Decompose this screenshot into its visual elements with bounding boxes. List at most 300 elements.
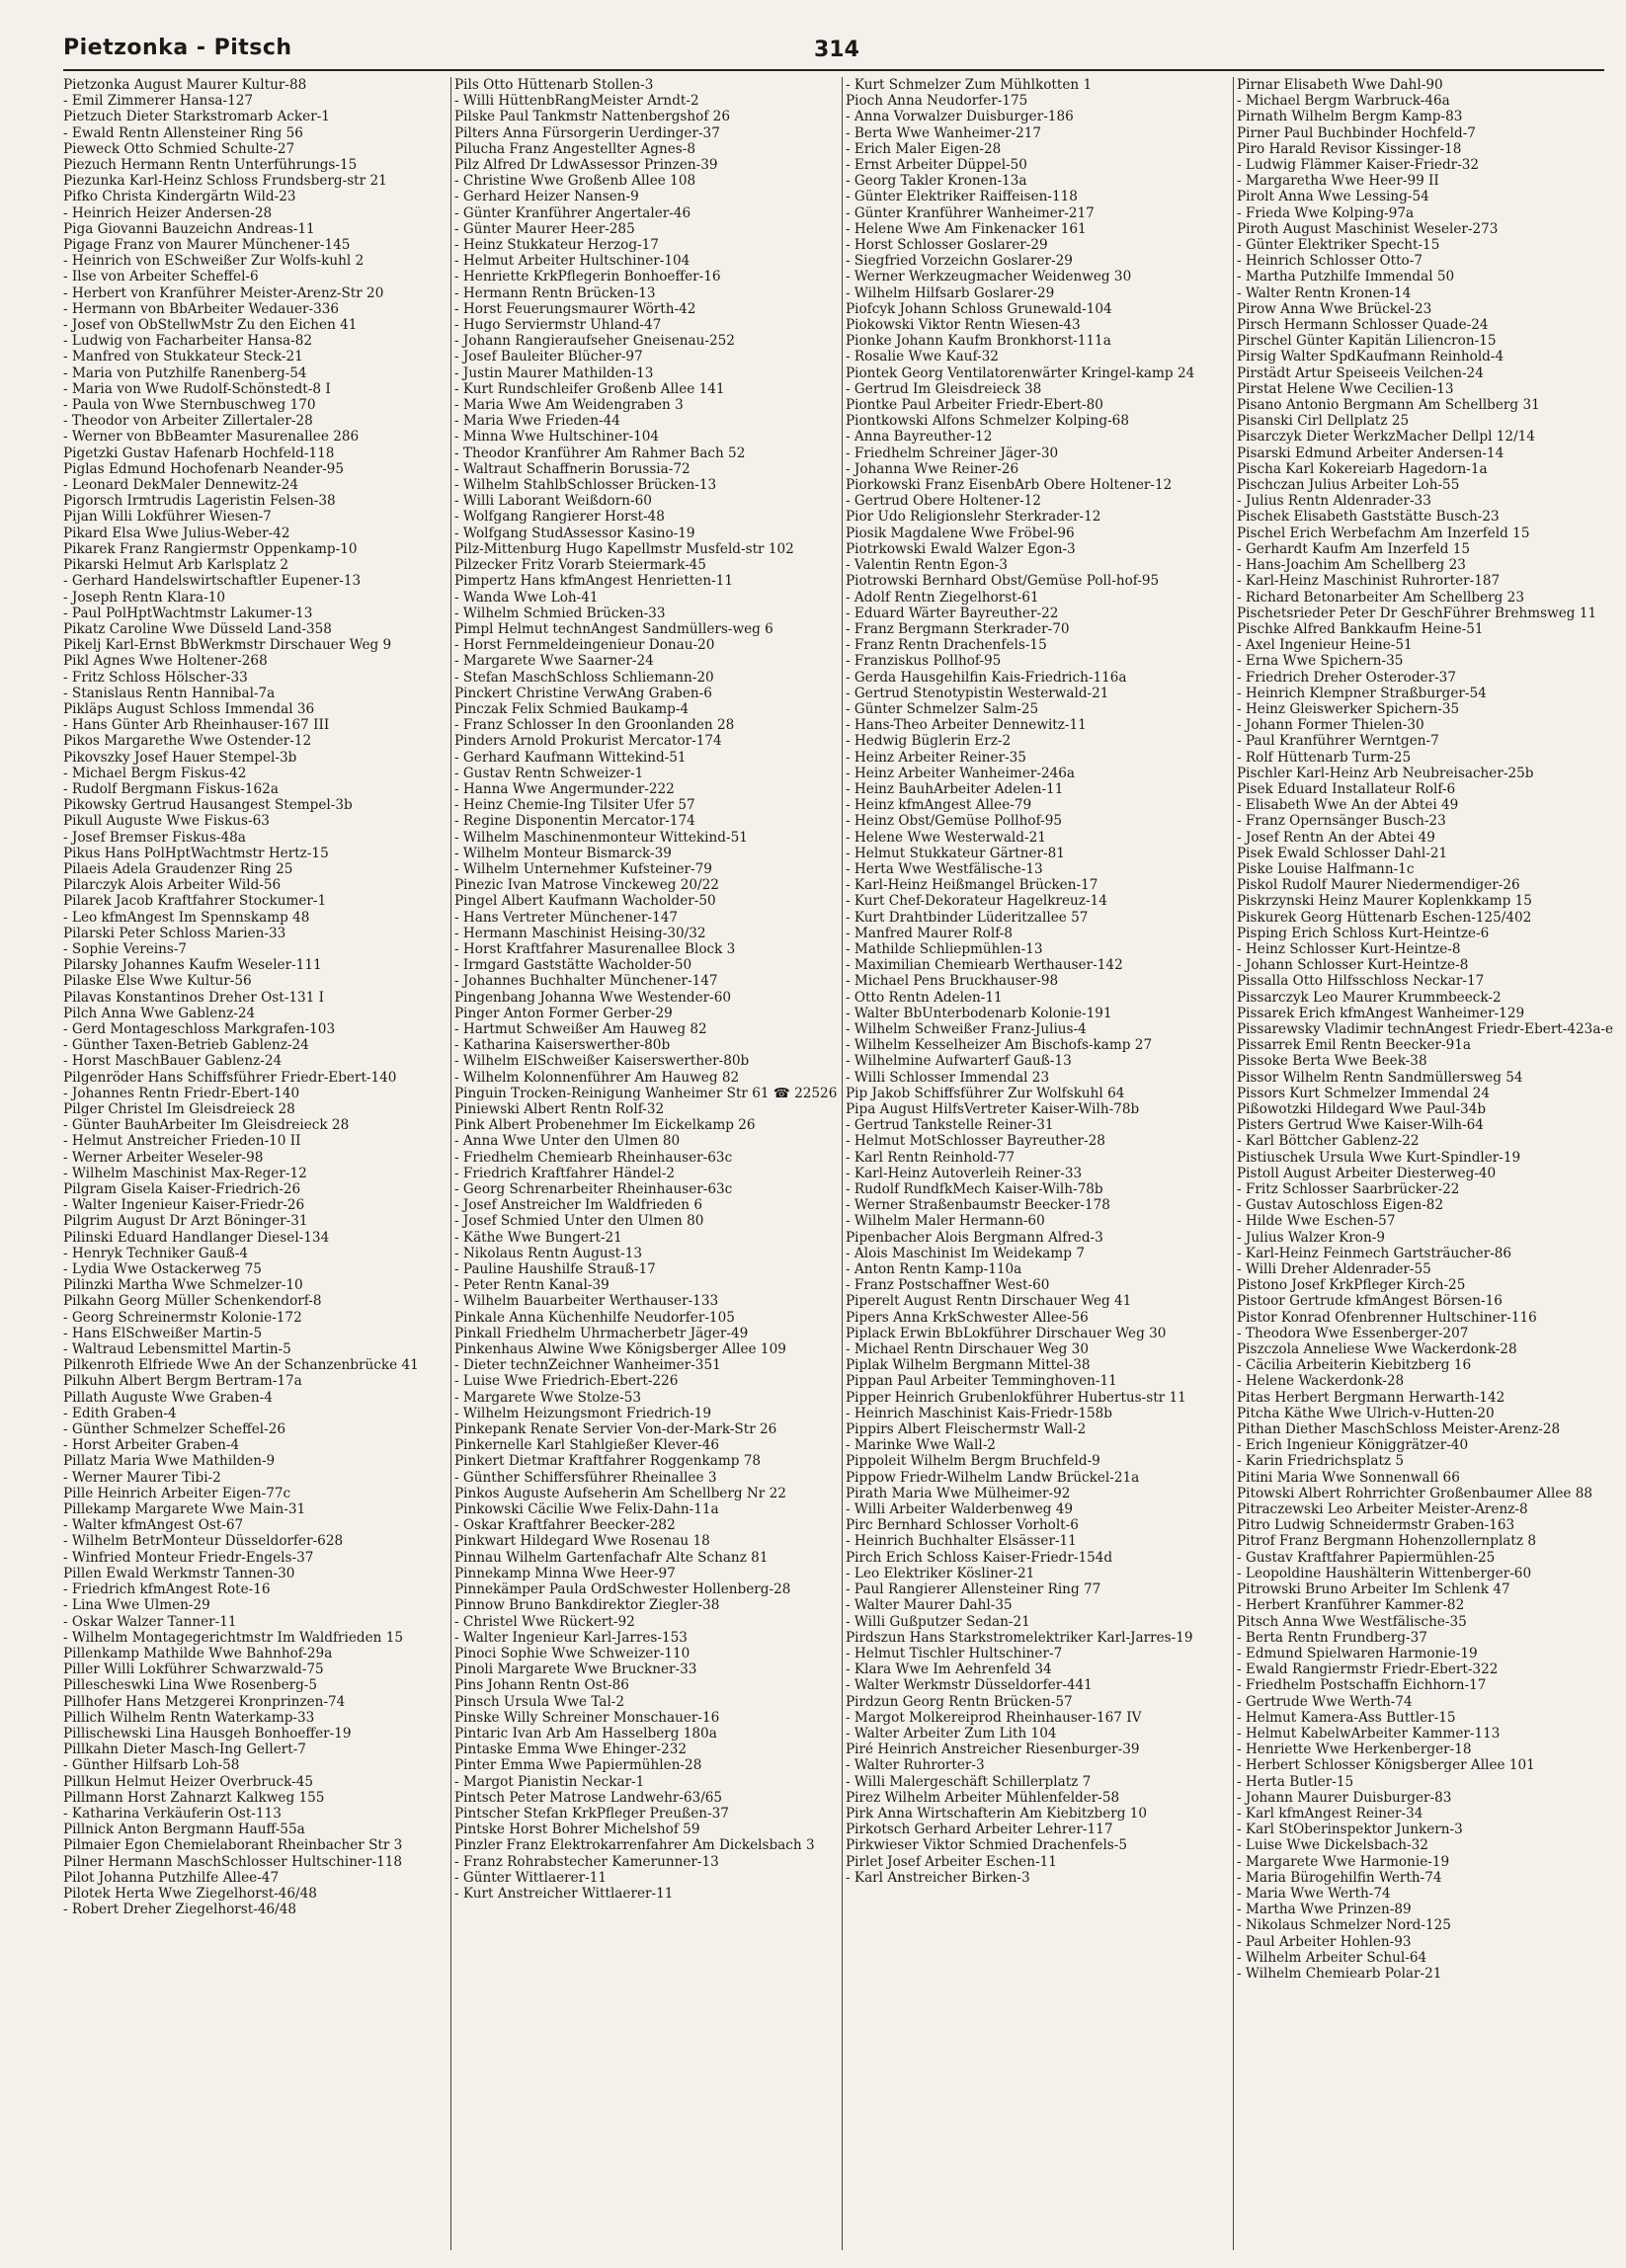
directory-entry: Pinkernelle Karl Stahlgießer Klever-46 bbox=[454, 1437, 719, 1454]
directory-entry: - Martha Putzhilfe Immendal 50 bbox=[1237, 269, 1455, 285]
directory-entry: - Wilhelm StahlbSchlosser Brücken-13 bbox=[454, 477, 717, 494]
directory-entry: - Friedhelm Schreiner Jäger-30 bbox=[846, 445, 1059, 461]
directory-entry: - Horst Fernmeldeingenieur Donau-20 bbox=[454, 637, 715, 654]
directory-entry: Piroth August Maschinist Weseler-273 bbox=[1237, 220, 1499, 237]
directory-entry: - Maximilian Chemiearb Werthauser-142 bbox=[846, 957, 1123, 974]
directory-entry: - Walter Ingenieur Kaiser-Friedr-26 bbox=[63, 1197, 305, 1214]
directory-entry: - Günther Schmelzer Scheffel-26 bbox=[63, 1421, 286, 1438]
directory-entry: Pijan Willi Lokführer Wiesen-7 bbox=[63, 509, 272, 526]
directory-entry: Pissarewsky Vladimir technAngest Friedr-Ebert-423a-e bbox=[1237, 1020, 1614, 1037]
directory-entry: Pikull Auguste Wwe Fiskus-63 bbox=[63, 813, 270, 830]
directory-entry: - Wilhelm BetrMonteur Düsseldorfer-628 bbox=[63, 1533, 344, 1550]
directory-entry: Pikowsky Gertrud Hausangest Stempel-3b bbox=[63, 797, 353, 814]
directory-entry: - Frieda Wwe Kolping-97a bbox=[1237, 204, 1415, 221]
directory-entry: - Hermann Rentn Brücken-13 bbox=[454, 284, 656, 301]
directory-entry: - Maria von Wwe Rudolf-Schönstedt-8 I bbox=[63, 380, 331, 397]
directory-entry: - Heinz Obst/Gemüse Pollhof-95 bbox=[846, 813, 1063, 830]
directory-entry: - Gerd Montageschloss Markgrafen-103 bbox=[63, 1020, 336, 1037]
directory-entry: Piotrkowski Ewald Walzer Egon-3 bbox=[846, 540, 1076, 557]
directory-entry: - Marinke Wwe Wall-2 bbox=[846, 1437, 996, 1454]
directory-entry: Piontkowski Alfons Schmelzer Kolping-68 bbox=[846, 413, 1129, 430]
column-2 bbox=[454, 77, 838, 2250]
directory-entry: Pils Otto Hüttenarb Stollen-3 bbox=[454, 77, 654, 93]
directory-entry: Pikläps August Schloss Immendal 36 bbox=[63, 700, 315, 717]
directory-entry: - Waltraud Lebensmittel Martin-5 bbox=[63, 1341, 291, 1358]
directory-entry: Pischczan Julius Arbeiter Loh-55 bbox=[1237, 477, 1460, 494]
directory-entry: Pisek Eduard Installateur Rolf-6 bbox=[1237, 780, 1456, 797]
directory-entry: - Kurt Drahtbinder Lüderitzallee 57 bbox=[846, 909, 1089, 926]
directory-entry: Pilaske Else Wwe Kultur-56 bbox=[63, 973, 252, 990]
directory-entry: - Kurt Anstreicher Wittlaerer-11 bbox=[454, 1885, 674, 1902]
directory-entry: - Stefan MaschSchloss Schliemann-20 bbox=[454, 669, 714, 686]
directory-entry: - Gertrud Im Gleisdreieck 38 bbox=[846, 380, 1042, 397]
directory-entry: - Hedwig Büglerin Erz-2 bbox=[846, 733, 1012, 750]
directory-entry: - Erna Wwe Spichern-35 bbox=[1237, 653, 1404, 670]
directory-entry: - Helene Wackerdonk-28 bbox=[1237, 1373, 1405, 1390]
directory-entry: - Winfried Monteur Friedr-Engels-37 bbox=[63, 1549, 314, 1566]
directory-entry: - Lydia Wwe Ostackerweg 75 bbox=[63, 1261, 262, 1278]
directory-entry: - Heinz BauhArbeiter Adelen-11 bbox=[846, 780, 1064, 797]
directory-entry: Pitowski Albert Rohrrichter Großenbaumer Allee 88 bbox=[1237, 1485, 1593, 1501]
directory-entry: Pikos Margarethe Wwe Ostender-12 bbox=[63, 733, 312, 750]
directory-entry: - Helmut Anstreicher Frieden-10 II bbox=[63, 1133, 301, 1150]
directory-entry: Piosik Magdalene Wwe Fröbel-96 bbox=[846, 525, 1075, 541]
directory-entry: - Irmgard Gaststätte Wacholder-50 bbox=[454, 957, 692, 974]
directory-entry: - Helmut Stukkateur Gärtner-81 bbox=[846, 845, 1065, 861]
directory-entry: - Wilhelm Bauarbeiter Werthauser-133 bbox=[454, 1293, 719, 1310]
directory-entry: - Paula von Wwe Sternbuschweg 170 bbox=[63, 397, 316, 414]
directory-entry: Pissors Kurt Schmelzer Immendal 24 bbox=[1237, 1085, 1491, 1101]
directory-entry: - Minna Wwe Hultschiner-104 bbox=[454, 429, 660, 446]
directory-entry: Pilger Christel Im Gleisdreieck 28 bbox=[63, 1101, 295, 1117]
directory-entry: - Helene Wwe Westerwald-21 bbox=[846, 829, 1046, 846]
directory-entry: Pitro Ludwig Schneidermstr Graben-163 bbox=[1237, 1517, 1515, 1534]
directory-entry: Pistoor Gertrude kfmAngest Börsen-16 bbox=[1237, 1293, 1503, 1310]
directory-entry: - Michael Bergm Warbruck-46a bbox=[1237, 93, 1450, 110]
directory-entry: - Werner Arbeiter Weseler-98 bbox=[63, 1149, 264, 1166]
directory-entry: Pissarek Erich kfmAngest Wanheimer-129 bbox=[1237, 1005, 1525, 1021]
directory-entry: Pißowotzki Hildegard Wwe Paul-34b bbox=[1237, 1101, 1487, 1117]
directory-entry: - Werner Straßenbaumstr Beecker-178 bbox=[846, 1197, 1110, 1214]
directory-entry: - Peter Rentn Kanal-39 bbox=[454, 1277, 610, 1294]
directory-entry: Pitrowski Bruno Arbeiter Im Schlenk 47 bbox=[1237, 1581, 1510, 1598]
directory-entry: - Karl-Heinz Autoverleih Reiner-33 bbox=[846, 1165, 1083, 1181]
directory-entry: - Willi Malergeschäft Schillerplatz 7 bbox=[846, 1773, 1092, 1790]
directory-entry: - Sophie Vereins-7 bbox=[63, 940, 188, 957]
directory-entry: - Richard Betonarbeiter Am Schellberg 23 bbox=[1237, 589, 1524, 606]
directory-entry: - Karl kfmAngest Reiner-34 bbox=[1237, 1805, 1423, 1822]
directory-entry: - Heinz kfmAngest Allee-79 bbox=[846, 797, 1032, 814]
directory-entry: - Horst Kraftfahrer Masurenallee Block 3 bbox=[454, 940, 736, 957]
directory-entry: - Georg Schreinermstr Kolonie-172 bbox=[63, 1309, 302, 1326]
directory-entry: Pinkowski Cäcilie Wwe Felix-Dahn-11a bbox=[454, 1501, 719, 1518]
directory-entry: - Leo kfmAngest Im Spennskamp 48 bbox=[63, 909, 310, 926]
directory-entry: Pinnau Wilhelm Gartenfachafr Alte Schanz 81 bbox=[454, 1549, 769, 1566]
directory-entry: Pilmaier Egon Chemielaborant Rheinbacher Str 3 bbox=[63, 1837, 403, 1854]
directory-entry: - Wilhelmine Aufwarterf Gauß-13 bbox=[846, 1053, 1072, 1070]
directory-entry: - Christel Wwe Rückert-92 bbox=[454, 1613, 635, 1630]
directory-entry: - Günter Kranführer Angertaler-46 bbox=[454, 204, 691, 221]
directory-entry: Pilkenroth Elfriede Wwe An der Schanzenbrücke 41 bbox=[63, 1357, 419, 1374]
directory-entry: Piglas Edmund Hochofenarb Neander-95 bbox=[63, 460, 344, 477]
directory-entry: - Karl StOberinspektor Junkern-3 bbox=[1237, 1822, 1463, 1838]
directory-entry: - Horst Arbeiter Graben-4 bbox=[63, 1437, 240, 1454]
directory-entry: Pillatz Maria Wwe Mathilden-9 bbox=[63, 1453, 276, 1470]
directory-entry: - Franz Opernsänger Busch-23 bbox=[1237, 813, 1446, 830]
directory-entry: - Maria von Putzhilfe Ranenberg-54 bbox=[63, 364, 307, 381]
directory-entry: Pillhofer Hans Metzgerei Kronprinzen-74 bbox=[63, 1693, 346, 1710]
directory-entry: - Gerda Hausgehilfin Kais-Friedrich-116a bbox=[846, 669, 1127, 686]
directory-entry: Pikelj Karl-Ernst BbWerkmstr Dirschauer Weg 9 bbox=[63, 637, 392, 654]
directory-entry: Pinter Emma Wwe Papiermühlen-28 bbox=[454, 1757, 702, 1774]
directory-entry: - Ewald Rentn Allensteiner Ring 56 bbox=[63, 124, 303, 141]
directory-entry: Pirch Erich Schloss Kaiser-Friedr-154d bbox=[846, 1549, 1113, 1566]
directory-entry: - Manfred von Stukkateur Steck-21 bbox=[63, 349, 303, 365]
directory-entry: Pilaeis Adela Graudenzer Ring 25 bbox=[63, 860, 293, 877]
directory-entry: Pissoke Berta Wwe Beek-38 bbox=[1237, 1053, 1427, 1070]
directory-entry: Pikatz Caroline Wwe Düsseld Land-358 bbox=[63, 620, 332, 637]
directory-entry: Pigetzki Gustav Hafenarb Hochfeld-118 bbox=[63, 445, 335, 461]
directory-entry: - Erich Ingenieur Königgrätzer-40 bbox=[1237, 1437, 1469, 1454]
directory-entry: - Cäcilia Arbeiterin Kiebitzberg 16 bbox=[1237, 1357, 1472, 1374]
directory-entry: - Karin Friedrichsplatz 5 bbox=[1237, 1453, 1405, 1470]
directory-entry: Pippirs Albert Fleischermstr Wall-2 bbox=[846, 1421, 1087, 1438]
directory-entry: - Leo Elektriker Kösliner-21 bbox=[846, 1565, 1035, 1581]
directory-entry: - Karl-Heinz Heißmangel Brücken-17 bbox=[846, 877, 1098, 894]
directory-entry: Pippan Paul Arbeiter Temminghoven-11 bbox=[846, 1373, 1117, 1390]
directory-entry: - Waltraut Schaffnerin Borussia-72 bbox=[454, 460, 691, 477]
directory-entry: Pisters Gertrud Wwe Kaiser-Wilh-64 bbox=[1237, 1117, 1484, 1134]
directory-entry: - Valentin Rentn Egon-3 bbox=[846, 557, 1009, 574]
directory-entry: - Gustav Kraftfahrer Papiermühlen-25 bbox=[1237, 1549, 1496, 1566]
directory-entry: Pisanski Cirl Dellplatz 25 bbox=[1237, 413, 1410, 430]
directory-entry: - Wolfgang Rangierer Horst-48 bbox=[454, 509, 665, 526]
directory-entry: Pischler Karl-Heinz Arb Neubreisacher-25b bbox=[1237, 765, 1534, 781]
directory-entry: Pillath Auguste Wwe Graben-4 bbox=[63, 1389, 273, 1406]
directory-entry: - Wolfgang StudAssessor Kasino-19 bbox=[454, 525, 695, 541]
directory-entry: - Henryk Techniker Gauß-4 bbox=[63, 1245, 248, 1261]
directory-entry: Piskrzynski Heinz Maurer Koplenkkamp 15 bbox=[1237, 893, 1532, 910]
directory-entry: Pilot Johanna Putzhilfe Allee-47 bbox=[63, 1869, 280, 1886]
directory-entry: Pinkale Anna Küchenhilfe Neudorfer-105 bbox=[454, 1309, 735, 1326]
directory-entry: Pintscher Stefan KrkPfleger Preußen-37 bbox=[454, 1805, 729, 1822]
directory-entry: - Christine Wwe Großenb Allee 108 bbox=[454, 173, 696, 190]
directory-entry: Pigorsch Irmtrudis Lageristin Felsen-38 bbox=[63, 493, 336, 510]
directory-entry: - Rosalie Wwe Kauf-32 bbox=[846, 349, 999, 365]
directory-entry: - Hilde Wwe Eschen-57 bbox=[1237, 1213, 1396, 1230]
directory-entry: - Edith Graben-4 bbox=[63, 1405, 177, 1421]
directory-entry: - Margot Molkereiprod Rheinhauser-167 IV bbox=[846, 1709, 1142, 1726]
directory-entry: Pillich Wilhelm Rentn Waterkamp-33 bbox=[63, 1709, 315, 1726]
directory-entry: Pinders Arnold Prokurist Mercator-174 bbox=[454, 733, 722, 750]
directory-entry: Pinzler Franz Elektrokarrenfahrer Am Dickelsbach 3 bbox=[454, 1837, 815, 1854]
directory-entry: Pilarek Jacob Kraftfahrer Stockumer-1 bbox=[63, 893, 327, 910]
directory-entry: - Michael Bergm Fiskus-42 bbox=[63, 765, 247, 781]
directory-entry: - Rudolf Bergmann Fiskus-162a bbox=[63, 780, 279, 797]
directory-entry: - Wilhelm Monteur Bismarck-39 bbox=[454, 845, 672, 861]
directory-entry: - Franz Rentn Drachenfels-15 bbox=[846, 637, 1047, 654]
directory-entry: Pilarczyk Alois Arbeiter Wild-56 bbox=[63, 877, 282, 894]
directory-entry: Pillkun Helmut Heizer Overbruck-45 bbox=[63, 1773, 314, 1790]
directory-entry: Pingenbang Johanna Wwe Westender-60 bbox=[454, 989, 732, 1006]
directory-entry: Pilinzki Martha Wwe Schmelzer-10 bbox=[63, 1277, 303, 1294]
directory-entry: - Kurt Rundschleifer Großenb Allee 141 bbox=[454, 380, 725, 397]
directory-entry: - Klara Wwe Im Aehrenfeld 34 bbox=[846, 1661, 1052, 1678]
directory-entry: Pistor Konrad Ofenbrenner Hultschiner-116 bbox=[1237, 1309, 1537, 1326]
directory-entry: - Günter Schmelzer Salm-25 bbox=[846, 700, 1039, 717]
directory-entry: - Gerhardt Kaufm Am Inzerfeld 15 bbox=[1237, 540, 1471, 557]
directory-entry: Piplack Erwin BbLokführer Dirschauer Weg 30 bbox=[846, 1325, 1167, 1341]
directory-entry: - Walter Rentn Kronen-14 bbox=[1237, 284, 1412, 301]
directory-entry: - Gertrud Tankstelle Reiner-31 bbox=[846, 1117, 1054, 1134]
directory-entry: Pischek Elisabeth Gaststätte Busch-23 bbox=[1237, 509, 1500, 526]
directory-entry: Pisek Ewald Schlosser Dahl-21 bbox=[1237, 845, 1448, 861]
directory-entry: - Josef Bauleiter Blücher-97 bbox=[454, 349, 643, 365]
directory-entry: - Julius Walzer Kron-9 bbox=[1237, 1229, 1385, 1246]
directory-entry: Pinkos Auguste Aufseherin Am Schellberg Nr 22 bbox=[454, 1485, 786, 1501]
directory-entry: - Werner von BbBeamter Masurenallee 286 bbox=[63, 429, 360, 446]
directory-entry: Piokowski Viktor Rentn Wiesen-43 bbox=[846, 317, 1081, 334]
directory-entry: Pinezic Ivan Matrose Vinckeweg 20/22 bbox=[454, 877, 719, 894]
directory-entry: Pilotek Herta Wwe Ziegelhorst-46/48 bbox=[63, 1885, 317, 1902]
directory-entry: - Maria Wwe Frieden-44 bbox=[454, 413, 620, 430]
directory-entry: - Leonard DekMaler Dennewitz-24 bbox=[63, 477, 298, 494]
directory-entry: - Wilhelm Chemiearb Polar-21 bbox=[1237, 1965, 1442, 1982]
directory-entry: Pilarsky Johannes Kaufm Weseler-111 bbox=[63, 957, 322, 974]
directory-entry: - Theodora Wwe Essenberger-207 bbox=[1237, 1325, 1469, 1341]
directory-entry: Pinczak Felix Schmied Baukamp-4 bbox=[454, 700, 690, 717]
directory-entry: - Johann Rangieraufseher Gneisenau-252 bbox=[454, 333, 735, 350]
directory-entry: Piga Giovanni Bauzeichn Andreas-11 bbox=[63, 220, 315, 237]
directory-entry: - Berta Rentn Frundberg-37 bbox=[1237, 1629, 1427, 1646]
directory-entry: - Karl Anstreicher Birken-3 bbox=[846, 1869, 1030, 1886]
directory-entry: Pitcha Käthe Wwe Ulrich-v-Hutten-20 bbox=[1237, 1405, 1495, 1421]
directory-entry: Pilucha Franz Angestellter Agnes-8 bbox=[454, 140, 696, 157]
directory-entry: - Heinrich Maschinist Kais-Friedr-158b bbox=[846, 1405, 1112, 1421]
directory-entry: Pillescheswki Lina Wwe Rosenberg-5 bbox=[63, 1677, 318, 1694]
directory-entry: Piro Harald Revisor Kissinger-18 bbox=[1237, 140, 1462, 157]
directory-entry: Pirnath Wilhelm Bergm Kamp-83 bbox=[1237, 109, 1463, 125]
directory-entry: - Günther Hilfsarb Loh-58 bbox=[63, 1757, 240, 1774]
directory-entry: - Gertrud Obere Holtener-12 bbox=[846, 493, 1041, 510]
directory-entry: Pissarczyk Leo Maurer Krummbeeck-2 bbox=[1237, 989, 1502, 1006]
directory-entry: - Johann Maurer Duisburger-83 bbox=[1237, 1789, 1452, 1806]
directory-entry: - Willi Arbeiter Walderbenweg 49 bbox=[846, 1501, 1074, 1518]
directory-entry: - Franz Bergmann Sterkrader-70 bbox=[846, 620, 1070, 637]
directory-entry: - Herbert von Kranführer Meister-Arenz-Str 20 bbox=[63, 284, 384, 301]
directory-entry: - Helmut Kamera-Ass Buttler-15 bbox=[1237, 1709, 1456, 1726]
page-header bbox=[63, 30, 1604, 71]
directory-entry: - Walter kfmAngest Ost-67 bbox=[63, 1517, 244, 1534]
directory-entry: Piplak Wilhelm Bergmann Mittel-38 bbox=[846, 1357, 1091, 1374]
directory-entry: Pinsch Ursula Wwe Tal-2 bbox=[454, 1693, 625, 1710]
directory-entry: - Oskar Kraftfahrer Beecker-282 bbox=[454, 1517, 676, 1534]
directory-entry: - Willi HüttenbRangMeister Arndt-2 bbox=[454, 93, 699, 110]
directory-entry: Pintske Horst Bohrer Michelshof 59 bbox=[454, 1822, 700, 1838]
directory-entry: - Manfred Maurer Rolf-8 bbox=[846, 925, 1013, 941]
directory-entry: Pirolt Anna Wwe Lessing-54 bbox=[1237, 189, 1429, 205]
directory-entry: - Fritz Schlosser Saarbrücker-22 bbox=[1237, 1181, 1460, 1198]
directory-entry: - Stanislaus Rentn Hannibal-7a bbox=[63, 685, 276, 701]
directory-entry: - Helene Wwe Am Finkenacker 161 bbox=[846, 220, 1087, 237]
directory-entry: Piontek Georg Ventilatorenwärter Kringel-kamp 24 bbox=[846, 364, 1195, 381]
directory-entry: Pilarski Peter Schloss Marien-33 bbox=[63, 925, 286, 941]
directory-entry: - Günter Elektriker Raiffeisen-118 bbox=[846, 189, 1078, 205]
directory-entry: Pissalla Otto Hilfsschloss Neckar-17 bbox=[1237, 973, 1485, 990]
directory-entry: - Fritz Schloss Hölscher-33 bbox=[63, 669, 248, 686]
directory-entry: - Heinrich Heizer Andersen-28 bbox=[63, 204, 273, 221]
directory-entry: Pitas Herbert Bergmann Herwarth-142 bbox=[1237, 1389, 1505, 1406]
directory-entry: Pikarski Helmut Arb Karlsplatz 2 bbox=[63, 557, 289, 574]
directory-entry: Piniewski Albert Rentn Rolf-32 bbox=[454, 1101, 665, 1117]
directory-entry: - Rudolf RundfkMech Kaiser-Wilh-78b bbox=[846, 1181, 1103, 1198]
directory-entry: Pinckert Christine VerwAng Graben-6 bbox=[454, 685, 712, 701]
directory-entry: Pistoll August Arbeiter Diesterweg-40 bbox=[1237, 1165, 1497, 1181]
directory-entry: - Walter Maurer Dahl-35 bbox=[846, 1597, 1013, 1614]
column-3 bbox=[846, 77, 1229, 2250]
directory-entry: Pilinski Eduard Handlanger Diesel-134 bbox=[63, 1229, 330, 1246]
directory-entry: Pinske Willy Schreiner Monschauer-16 bbox=[454, 1709, 720, 1726]
directory-entry: - Regine Disponentin Mercator-174 bbox=[454, 813, 695, 830]
column-divider bbox=[1233, 77, 1234, 2250]
directory-entry: - Georg Schrenarbeiter Rheinhauser-63c bbox=[454, 1181, 733, 1198]
directory-entry: Piezunka Karl-Heinz Schloss Frundsberg-str 21 bbox=[63, 173, 387, 190]
directory-entry: Pikus Hans PolHptWachtmstr Hertz-15 bbox=[63, 845, 329, 861]
directory-entry: - Anna Bayreuther-12 bbox=[846, 429, 993, 446]
directory-entry: - Theodor von Arbeiter Zillertaler-28 bbox=[63, 413, 313, 430]
directory-entry: Pirath Maria Wwe Mülheimer-92 bbox=[846, 1485, 1071, 1501]
directory-entry: - Heinrich von ESchweißer Zur Wolfs-kuhl 2 bbox=[63, 253, 365, 270]
directory-entry: Pillkahn Dieter Masch-Ing Gellert-7 bbox=[63, 1742, 306, 1758]
directory-entry: - Horst Schlosser Goslarer-29 bbox=[846, 237, 1048, 254]
directory-entry: - Josef von ObStellwMstr Zu den Eichen 41 bbox=[63, 317, 358, 334]
column-divider bbox=[450, 77, 451, 2250]
directory-entry: Pinnekamp Minna Wwe Heer-97 bbox=[454, 1565, 676, 1581]
directory-entry: - Gerhard Kaufmann Wittekind-51 bbox=[454, 749, 687, 766]
directory-entry: - Wilhelm Heizungsmont Friedrich-19 bbox=[454, 1405, 712, 1421]
directory-entry: Pinkall Friedhelm Uhrmacherbetr Jäger-49 bbox=[454, 1325, 749, 1341]
directory-entry: - Herbert Kranführer Kammer-82 bbox=[1237, 1597, 1465, 1614]
directory-entry: Pirc Bernhard Schlosser Vorholt-6 bbox=[846, 1517, 1079, 1534]
directory-entry: Pipenbacher Alois Bergmann Alfred-3 bbox=[846, 1229, 1103, 1246]
directory-entry: Pirlet Josef Arbeiter Eschen-11 bbox=[846, 1853, 1057, 1870]
directory-entry: - Anna Wwe Unter den Ulmen 80 bbox=[454, 1133, 681, 1150]
directory-entry: - Hanna Wwe Angermunder-222 bbox=[454, 780, 675, 797]
directory-entry: Pirnar Elisabeth Wwe Dahl-90 bbox=[1237, 77, 1443, 93]
directory-entry: Pirner Paul Buchbinder Hochfeld-7 bbox=[1237, 124, 1476, 141]
directory-entry: - Lina Wwe Ulmen-29 bbox=[63, 1597, 210, 1614]
directory-entry: Piontke Paul Arbeiter Friedr-Ebert-80 bbox=[846, 397, 1103, 414]
directory-entry: Pithan Diether MaschSchloss Meister-Arenz-28 bbox=[1237, 1421, 1561, 1438]
directory-entry: Pistono Josef KrkPfleger Kirch-25 bbox=[1237, 1277, 1466, 1294]
directory-entry: Pillmann Horst Zahnarzt Kalkweg 155 bbox=[63, 1789, 325, 1806]
directory-entry: - Josef Bremser Fiskus-48a bbox=[63, 829, 246, 846]
directory-entry: - Hugo Serviermstr Uhland-47 bbox=[454, 317, 662, 334]
directory-entry: Pischel Erich Werbefachm Am Inzerfeld 15 bbox=[1237, 525, 1530, 541]
directory-entry: - Wilhelm Montagegerichtmstr Im Waldfrieden 15 bbox=[63, 1629, 404, 1646]
directory-entry: - Anna Vorwalzer Duisburger-186 bbox=[846, 109, 1074, 125]
directory-entry: - Alois Maschinist Im Weidekamp 7 bbox=[846, 1245, 1085, 1261]
directory-entry: - Heinrich Klempner Straßburger-54 bbox=[1237, 685, 1487, 701]
directory-entry: - Wilhelm Kesselheizer Am Bischofs-kamp 27 bbox=[846, 1037, 1153, 1054]
directory-entry: - Hermann Maschinist Heising-30/32 bbox=[454, 925, 706, 941]
directory-entry: - Gertrud Stenotypistin Westerwald-21 bbox=[846, 685, 1109, 701]
directory-entry: Pimpl Helmut technAngest Sandmüllers-weg 6 bbox=[454, 620, 773, 637]
directory-entry: - Margarete Wwe Harmonie-19 bbox=[1237, 1853, 1450, 1870]
directory-entry: Pinnow Bruno Bankdirektor Ziegler-38 bbox=[454, 1597, 720, 1614]
directory-entry: - Helmut Arbeiter Hultschiner-104 bbox=[454, 253, 691, 270]
directory-entry: - Nikolaus Schmelzer Nord-125 bbox=[1237, 1917, 1451, 1934]
directory-entry: - Axel Ingenieur Heine-51 bbox=[1237, 637, 1413, 654]
directory-entry: - Heinz Arbeiter Reiner-35 bbox=[846, 749, 1026, 766]
directory-entry: - Wilhelm ElSchweißer Kaiserswerther-80b bbox=[454, 1053, 750, 1070]
directory-entry: Pirstat Helene Wwe Cecilien-13 bbox=[1237, 380, 1454, 397]
directory-entry: - Karl-Heinz Maschinist Ruhrorter-187 bbox=[1237, 573, 1501, 590]
directory-entry: - Wilhelm Arbeiter Schul-64 bbox=[1237, 1949, 1427, 1966]
directory-entry: - Karl-Heinz Feinmech Gartsträucher-86 bbox=[1237, 1245, 1512, 1261]
directory-entry: Pilzecker Fritz Vorarb Steiermark-45 bbox=[454, 557, 706, 574]
directory-entry: - Henriette Wwe Herkenberger-18 bbox=[1237, 1742, 1472, 1758]
directory-entry: Pifko Christa Kindergärtn Wild-23 bbox=[63, 189, 296, 205]
directory-entry: - Walter Ruhrorter-3 bbox=[846, 1757, 985, 1774]
directory-entry: Pipa August HilfsVertreter Kaiser-Wilh-78b bbox=[846, 1101, 1140, 1117]
directory-entry: - Ernst Arbeiter Düppel-50 bbox=[846, 157, 1027, 174]
directory-entry: - Justin Maurer Mathilden-13 bbox=[454, 364, 654, 381]
directory-entry: - Johann Schlosser Kurt-Heintze-8 bbox=[1237, 957, 1469, 974]
directory-entry: Pior Udo Religionslehr Sterkrader-12 bbox=[846, 509, 1101, 526]
directory-entry: Piotrowski Bernhard Obst/Gemüse Poll-hof-95 bbox=[846, 573, 1160, 590]
directory-entry: - Hans ElSchweißer Martin-5 bbox=[63, 1325, 263, 1341]
directory-entry: - Paul Rangierer Allensteiner Ring 77 bbox=[846, 1581, 1101, 1598]
directory-entry: - Edmund Spielwaren Harmonie-19 bbox=[1237, 1645, 1478, 1661]
directory-entry: - Wilhelm Maler Hermann-60 bbox=[846, 1213, 1045, 1230]
directory-entry: - Johann Former Thielen-30 bbox=[1237, 717, 1424, 734]
directory-entry: - Ludwig Flämmer Kaiser-Friedr-32 bbox=[1237, 157, 1480, 174]
directory-entry: - Heinz Arbeiter Wanheimer-246a bbox=[846, 765, 1076, 781]
directory-entry: Pirschel Günter Kapitän Liliencron-15 bbox=[1237, 333, 1497, 350]
directory-entry: - Joseph Rentn Klara-10 bbox=[63, 589, 226, 606]
directory-entry: - Luise Wwe Friedrich-Ebert-226 bbox=[454, 1373, 679, 1390]
directory-entry: Pilters Anna Fürsorgerin Uerdinger-37 bbox=[454, 124, 720, 141]
directory-entry: Pisarczyk Dieter WerkzMacher Dellpl 12/14 bbox=[1237, 429, 1535, 446]
directory-entry: - Johannes Buchhalter Münchener-147 bbox=[454, 973, 718, 990]
directory-entry: - Dieter technZeichner Wanheimer-351 bbox=[454, 1357, 721, 1374]
directory-entry: - Nikolaus Rentn August-13 bbox=[454, 1245, 643, 1261]
directory-entry: Pip Jakob Schiffsführer Zur Wolfskuhl 64 bbox=[846, 1085, 1125, 1101]
directory-entry: - Käthe Wwe Bungert-21 bbox=[454, 1229, 622, 1246]
directory-entry: Pisping Erich Schloss Kurt-Heintze-6 bbox=[1237, 925, 1490, 941]
directory-entry: - Gustav Autoschloss Eigen-82 bbox=[1237, 1197, 1444, 1214]
directory-entry: - Paul Arbeiter Hohlen-93 bbox=[1237, 1933, 1412, 1950]
directory-columns bbox=[63, 77, 1624, 2250]
directory-entry: - Franz Postschaffner West-60 bbox=[846, 1277, 1050, 1294]
directory-entry: - Katharina Kaiserswerther-80b bbox=[454, 1037, 671, 1054]
directory-entry: Pikovszky Josef Hauer Stempel-3b bbox=[63, 749, 297, 766]
directory-entry: - Emil Zimmerer Hansa-127 bbox=[63, 93, 254, 110]
directory-entry: - Helmut MotSchlosser Bayreuther-28 bbox=[846, 1133, 1105, 1150]
directory-entry: - Hermann von BbArbeiter Wedauer-336 bbox=[63, 300, 340, 317]
directory-entry: Pissarrek Emil Rentn Beecker-91a bbox=[1237, 1037, 1472, 1054]
directory-entry: - Erich Maler Eigen-28 bbox=[846, 140, 1002, 157]
directory-entry: Pikl Agnes Wwe Holtener-268 bbox=[63, 653, 268, 670]
directory-entry: - Pauline Haushilfe Strauß-17 bbox=[454, 1261, 656, 1278]
directory-entry: - Leopoldine Haushälterin Wittenberger-60 bbox=[1237, 1565, 1532, 1581]
directory-entry: - Karl Rentn Reinhold-77 bbox=[846, 1149, 1016, 1166]
directory-entry: Pinguin Trocken-Reinigung Wanheimer Str 61 ☎ 22526 bbox=[454, 1085, 838, 1101]
directory-entry: - Hans Günter Arb Rheinhauser-167 III bbox=[63, 717, 330, 734]
directory-entry: - Friedrich kfmAngest Rote-16 bbox=[63, 1581, 271, 1598]
directory-entry: - Günter Wittlaerer-11 bbox=[454, 1869, 608, 1886]
